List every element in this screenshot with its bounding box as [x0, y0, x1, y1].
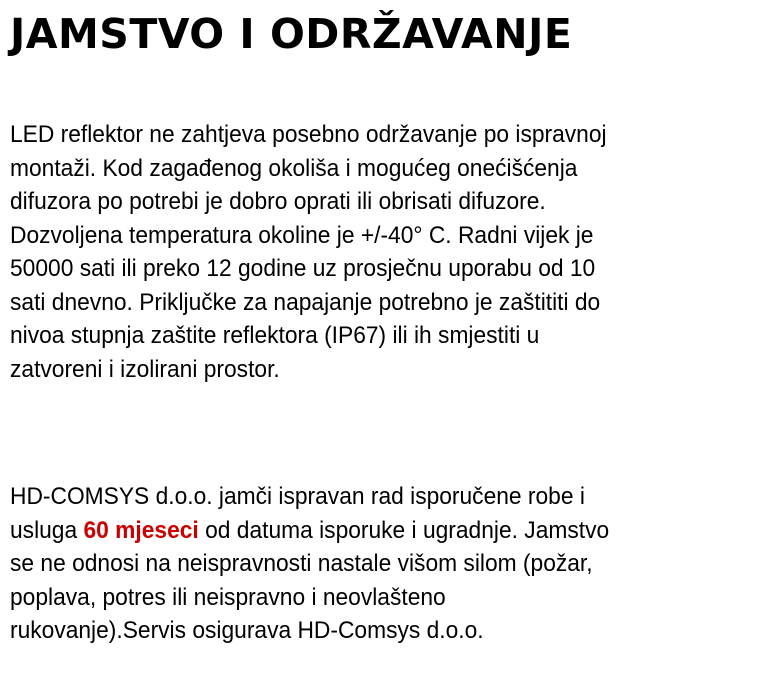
warranty-period-highlight: 60 mjeseci	[83, 516, 199, 544]
paragraph-line: Dozvoljena temperatura okoline je +/-40° C. Radni vijek je	[10, 221, 594, 249]
paragraph-line: 50000 sati ili preko 12 godine uz prosječnu uporabu od 10	[10, 255, 596, 282]
paragraph-line: nivoa stupnja zaštite reflektora (IP67) ili ih smjestiti u	[10, 322, 540, 349]
paragraph-line: HD-COMSYS d.o.o. jamči ispravan rad isporučene robe i	[10, 483, 585, 510]
paragraph-line: se ne odnosi na neispravnosti nastale višom silom (požar,	[10, 550, 593, 577]
maintenance-paragraph	[10, 118, 768, 386]
paragraph-line: montaži. Kod zagađenog okoliša i mogućeg onećišćenja	[10, 154, 578, 182]
text-segment: od datuma isporuke i ugradnje. Jamstvo	[198, 516, 610, 544]
text-segment: usluga	[10, 516, 84, 544]
paragraph-line	[10, 514, 768, 548]
paragraph-line: zatvoreni i izolirani prostor.	[10, 355, 280, 383]
paragraph-line: rukovanje).Servis osigurava HD-Comsys d.o.o.	[10, 617, 484, 644]
paragraph-line: sati dnevno. Priključke za napajanje potrebno je zaštititi do	[10, 288, 601, 316]
paragraph-line: difuzora po potrebi je dobro oprati ili obrisati difuzore.	[10, 188, 546, 215]
page-title: JAMSTVO I ODRŽAVANJE	[10, 10, 573, 58]
paragraph-line: LED reflektor ne zahtjeva posebno održavanje po ispravnoj	[10, 121, 607, 148]
warranty-paragraph	[10, 480, 768, 648]
paragraph-line: poplava, potres ili neispravno i neovlašteno	[10, 583, 446, 611]
